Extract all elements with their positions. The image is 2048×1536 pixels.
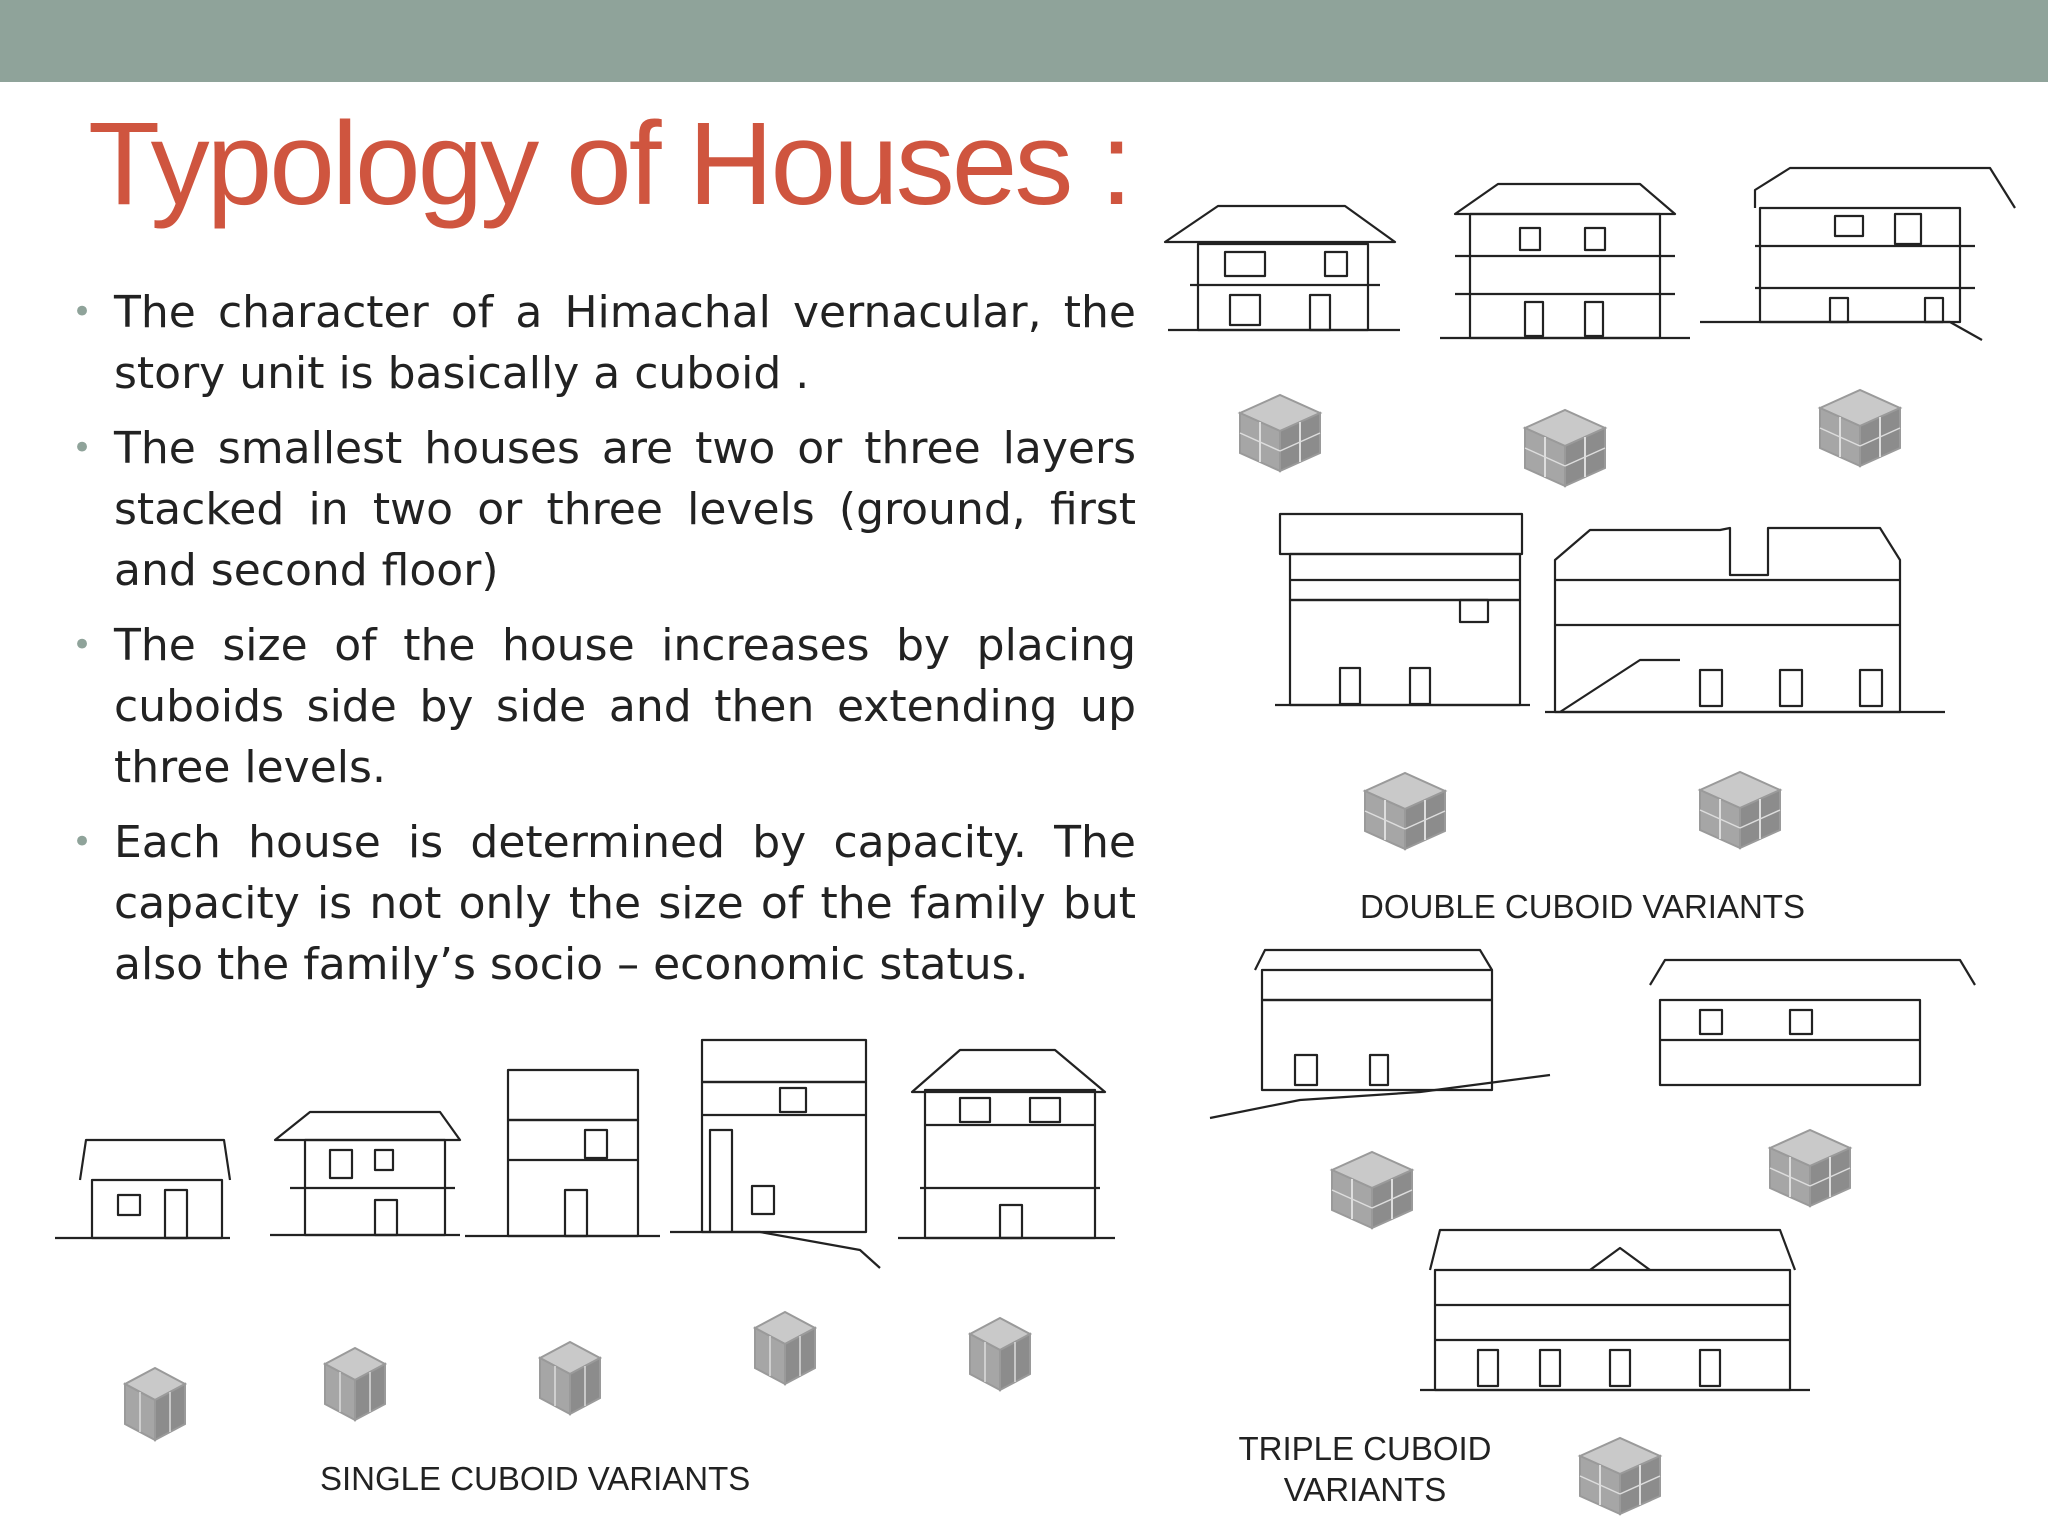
double-elevations <box>1275 514 1945 712</box>
caption-triple-cuboid: TRIPLE CUBOID VARIANTS <box>1238 1430 1492 1508</box>
single-cuboid-elevations <box>55 1040 1115 1268</box>
bullet-item: • The character of a Himachal vernacular, the story unit is basically a cuboid . <box>64 282 1136 404</box>
triple-cuboid-icon <box>1580 1438 1660 1514</box>
slide-title: Typology of Houses : <box>88 98 1130 230</box>
bullet-item: • The smallest houses are two or three layers stacked in two or three levels (ground, first and second floor) <box>64 418 1136 601</box>
bullet-item: • The size of the house increases by placing cuboids side by side and then extending up three levels. <box>64 615 1136 798</box>
top-elevations <box>1165 168 2015 340</box>
double-elevations-lower <box>1210 950 1975 1118</box>
triple-elevation <box>1420 1230 1810 1390</box>
caption-double-cuboid: DOUBLE CUBOID VARIANTS <box>1360 888 1805 925</box>
bullet-item: • Each house is determined by capacity. The capacity is not only the size of the family but also the family’s socio – economic status. <box>64 812 1136 995</box>
single-cuboid-icons <box>125 1312 1030 1440</box>
caption-single-cuboid: SINGLE CUBOID VARIANTS <box>320 1460 751 1497</box>
double-cuboid-icons <box>1240 390 1900 1228</box>
